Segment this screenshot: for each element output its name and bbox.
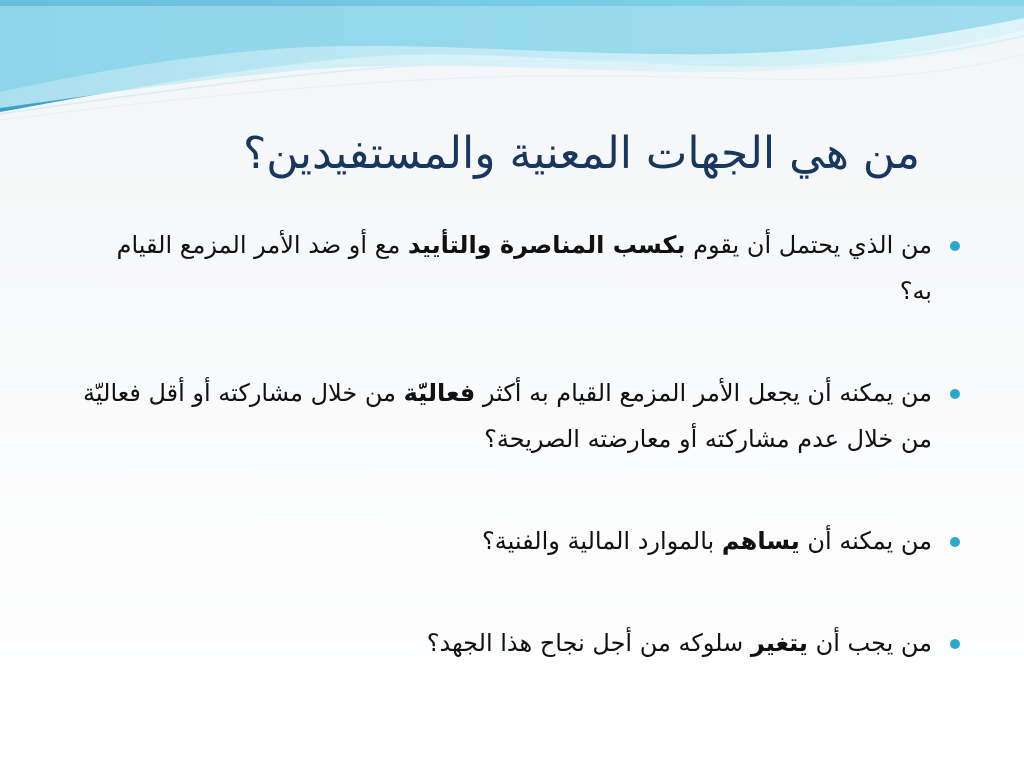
bullet-dot-icon xyxy=(950,537,960,547)
bullet-emphasis: يساهم xyxy=(721,527,800,555)
bullet-text-segment: بالموارد المالية والفنية؟ xyxy=(482,527,722,555)
bullet-dot-icon xyxy=(950,241,960,251)
bullet-list xyxy=(77,222,962,666)
bullet-text xyxy=(117,231,932,305)
bullet-item-4 xyxy=(77,620,962,666)
bullet-emphasis: فعاليّة xyxy=(403,379,476,407)
bullet-text-segment: من الذي يحتمل أن يقوم xyxy=(685,231,932,259)
header-wave-decoration xyxy=(0,0,1024,130)
bullet-item-3 xyxy=(77,518,962,564)
bullet-dot-icon xyxy=(950,639,960,649)
slide-title: من هي الجهات المعنية والمستفيدين؟ xyxy=(242,128,920,179)
bullet-dot-icon xyxy=(950,389,960,399)
bullet-text xyxy=(482,527,932,555)
bullet-item-2 xyxy=(77,370,962,462)
bullet-emphasis: يتغير xyxy=(750,629,808,657)
bullet-text-segment: من يمكنه أن يجعل الأمر المزمع القيام به أكثر xyxy=(475,379,932,407)
bullet-text-segment: مع أو ضد الأمر المزمع القيام به؟ xyxy=(116,231,932,305)
bullet-item-1 xyxy=(77,222,962,314)
bullet-text-segment: سلوكه من أجل نجاح هذا الجهد؟ xyxy=(426,629,751,657)
bullet-text xyxy=(83,379,932,453)
bullet-text-segment: من يمكنه أن xyxy=(799,527,932,555)
bullet-emphasis: بكسب المناصرة والتأييد xyxy=(407,231,686,259)
bullet-text xyxy=(427,629,932,657)
bullet-text-segment: من يجب أن xyxy=(807,629,932,657)
bullet-text-segment: من خلال مشاركته أو أقل فعاليّة من خلال عدم مشاركته أو معارضته الصريحة؟ xyxy=(83,379,932,453)
